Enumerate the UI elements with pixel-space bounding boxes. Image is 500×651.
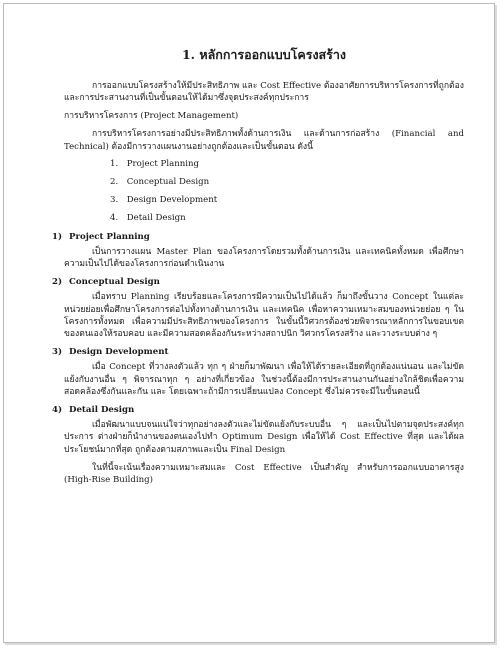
page-title: 1. หลักการออกแบบโครงสร้าง <box>181 47 347 62</box>
step-label: Conceptual Design <box>126 176 210 187</box>
section-detail-design <box>52 404 464 456</box>
section-heading <box>52 276 464 288</box>
section-design-development <box>52 346 464 398</box>
step-item <box>110 176 464 188</box>
step-number: 1. <box>110 158 119 169</box>
section-title: Project Planning <box>69 231 150 242</box>
section-number: 1) <box>52 231 63 242</box>
step-number: 2. <box>110 176 119 187</box>
section-project-planning <box>52 231 464 271</box>
step-list <box>64 158 464 225</box>
step-label: Design Development <box>126 195 218 206</box>
step-item <box>110 158 464 170</box>
step-label: Project Planning <box>126 158 200 169</box>
project-management-paragraph: การบริหารโครงการอย่างมีประสิทธิภาพทั้งด้านการเงิน และด้านการก่อสร้าง (Financial and Technical) ต้องมีการวางแผนงานอย่างถูกต้องและเป็นขั้นตอน ดังนี้ <box>64 129 464 152</box>
step-label: Detail Design <box>126 213 186 224</box>
section-number: 3) <box>52 347 63 358</box>
section-title: Detail Design <box>69 405 135 416</box>
step-item <box>110 212 464 224</box>
section-title: Conceptual Design <box>69 277 160 288</box>
step-number: 3. <box>110 195 119 206</box>
section-conceptual-design <box>52 276 464 340</box>
section-heading <box>52 404 464 416</box>
intro-paragraph: การออกแบบโครงสร้างให้มีประสิทธิภาพ และ Cost Effective ต้องอาศัยการบริหารโครงการที่ถูกต้องและการประสานงานที่เป็นขั้นตอนให้ได้มาซึ่งจุดประสงค์ทุกประการ <box>64 80 464 103</box>
document-page <box>3 3 495 643</box>
section-number: 2) <box>52 277 63 288</box>
section-paragraph: เมื่อทราบ Planning เรียบร้อยและโครงการมีความเป็นไปได้แล้ว ก็มาถึงขั้นวาง Concept ในแต่ละหน่วยย่อยเพื่อศึกษาโครงการต่อไปทั้งทางด้านการเงิน และเทคนิค เพื่อหาความเหมาะสมของหน่วยย่อย ๆ ในโครงการทั้งหมด เพื่อความมีประสิทธิภาพของโครงการ ในขั้นนี้วิศวกรต้องช่วยพิจารณาหลักการในขอบเขตของตนเองให้รอบคอบ และมีความสอดคล้องกันระหว่างสถาปนิก วิศวกรโครงสร้าง และวางระบบต่าง ๆ <box>64 292 464 339</box>
section-title: Design Development <box>69 347 169 358</box>
step-item <box>110 194 464 206</box>
section-paragraph: เมื่อพัฒนาแบบจนแน่ใจว่าทุกอย่างลงตัวและไม่ขัดแย้งกับระบบอื่น ๆ และเป็นไปตามจุดประสงค์ทุกประการ ต่างฝ่ายก็นำงานของตนเองไปทำ Optimum Design เพื่อให้ได้ Cost Effective ที่สุด และได้ผลประโยชน์มากที่สุด ถูกต้องตามสภาพและเป็น Final Design <box>64 420 464 455</box>
section-paragraph: เมื่อ Concept ที่วางลงตัวแล้ว ทุก ๆ ฝ่ายก็มาพัฒนา เพื่อให้ได้รายละเอียดที่ถูกต้องแน่นอน และไม่ขัดแย้งกับงานอื่น ๆ พิจารณาทุก ๆ อย่างที่เกี่ยวข้อง ในช่วงนี้ต้องมีการประสานงานกันอย่างใกล้ชิดเพื่อความสอดคล้องซึ่งกันและกัน และ โดยเฉพาะถ้ามีการเปลี่ยนแปลง Concept ซึ่งไม่ควรจะมีในขั้นตอนนี้ <box>64 362 464 397</box>
section-heading <box>52 346 464 358</box>
section-number: 4) <box>52 405 63 416</box>
closing-paragraph: ในที่นี้จะเน้นเรื่องความเหมาะสมและ Cost Effective เป็นสำคัญ สำหรับการออกแบบอาคารสูง (High-Rise Building) <box>64 462 464 486</box>
section-paragraph: เป็นการวางแผน Master Plan ของโครงการโดยรวมทั้งด้านการเงิน และเทคนิคทั้งหมด เพื่อศึกษาความเป็นไปได้ของโครงการก่อนดำเนินงาน <box>64 246 464 269</box>
section-heading <box>52 231 464 243</box>
step-number: 4. <box>110 213 119 224</box>
project-management-label: การบริหารโครงการ (Project Management) <box>64 111 239 122</box>
